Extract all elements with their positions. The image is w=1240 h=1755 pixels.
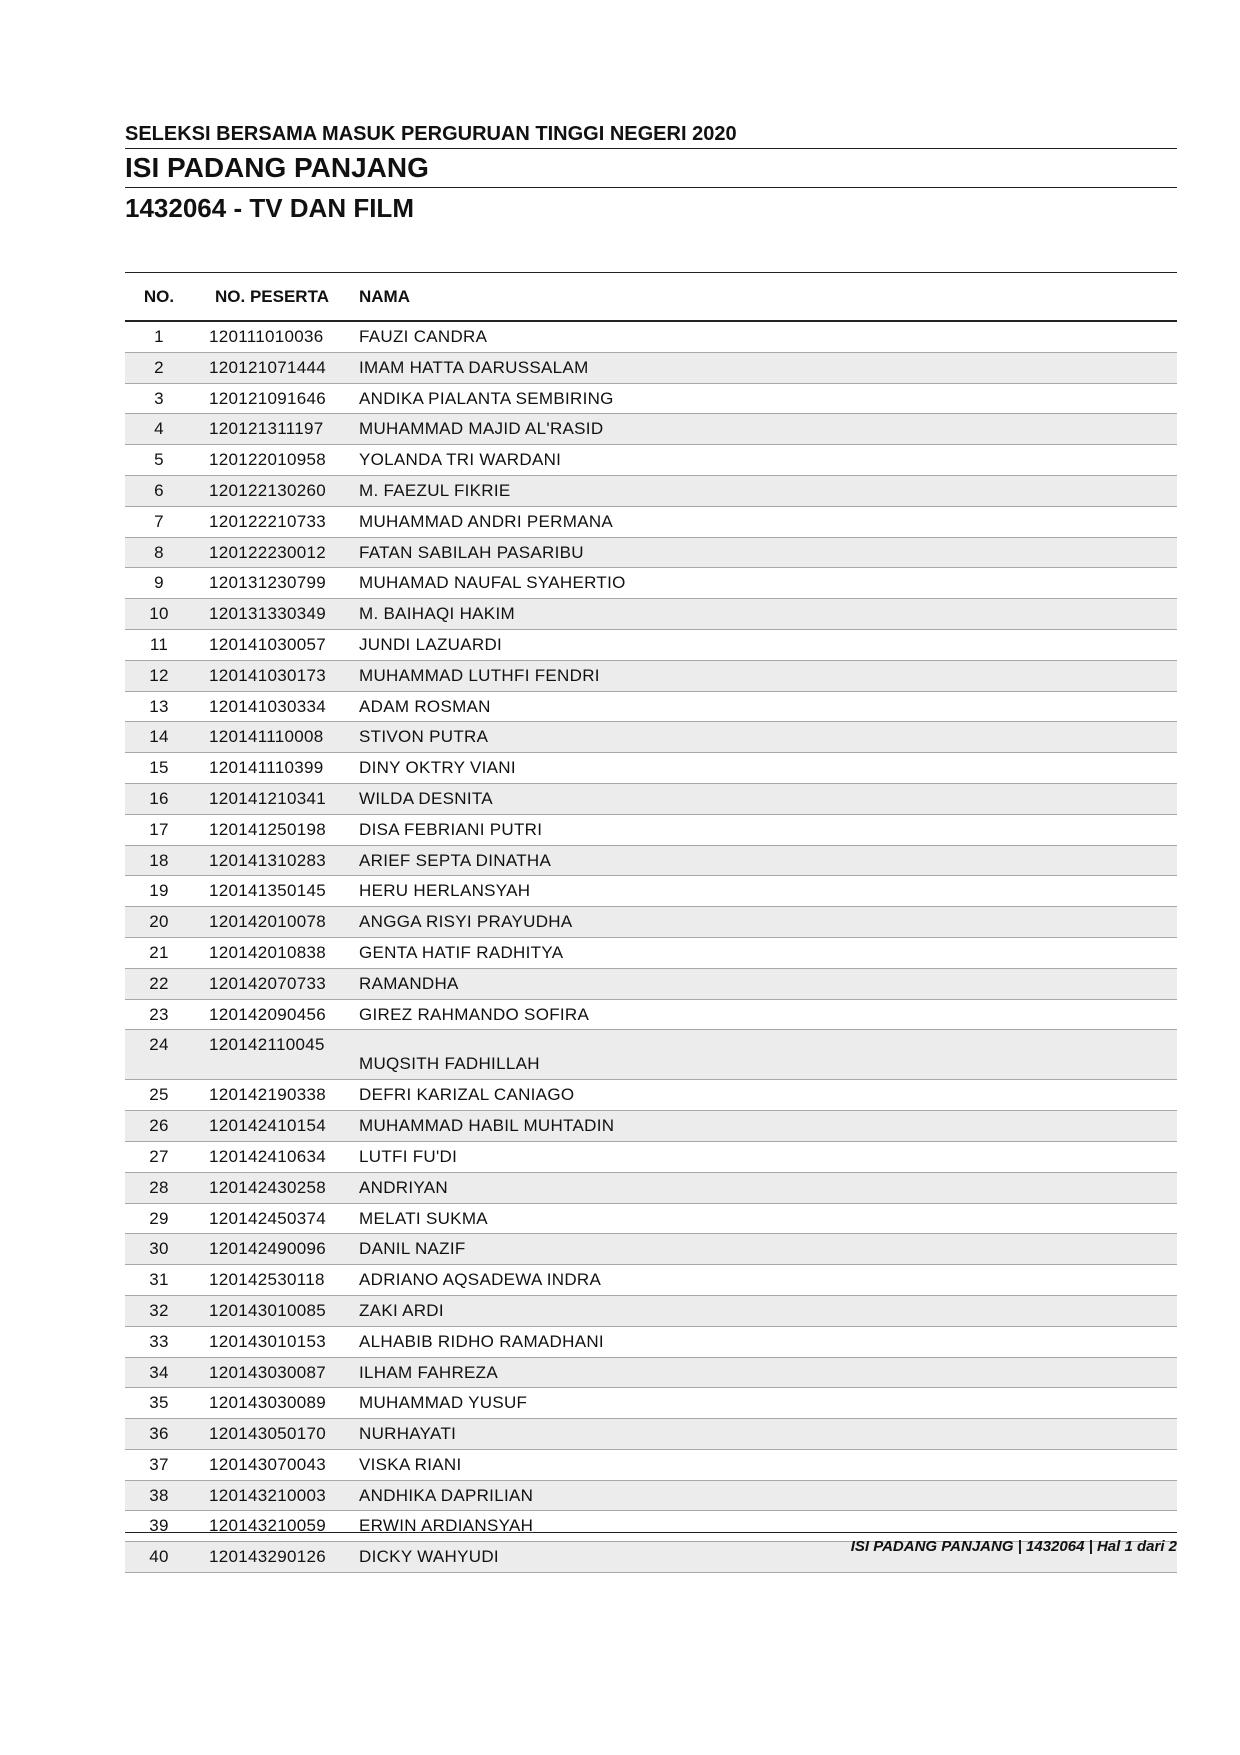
participant-number: 120142110045: [209, 1035, 325, 1055]
table-row: [125, 1296, 1177, 1327]
participant-name: ANDIKA PIALANTA SEMBIRING: [359, 388, 614, 408]
participant-name: MELATI SUKMA: [359, 1208, 488, 1228]
participant-number: 120143070043: [209, 1454, 327, 1474]
participant-name: GIREZ RAHMANDO SOFIRA: [359, 1004, 590, 1024]
participant-name: YOLANDA TRI WARDANI: [359, 450, 562, 470]
table-row: [125, 476, 1177, 507]
participant-number: 120141210341: [209, 788, 327, 808]
participant-name: MUHAMMAD YUSUF: [359, 1393, 528, 1413]
participant-number: 120121311197: [209, 419, 324, 439]
participant-name: MUHAMMAD HABIL MUHTADIN: [359, 1116, 615, 1136]
participant-number: 120141030057: [209, 634, 327, 654]
table-header: [125, 272, 1177, 322]
column-header-nama: NAMA: [359, 287, 410, 306]
participant-name: DINY OKTRY VIANI: [359, 758, 516, 778]
row-number: 32: [149, 1300, 169, 1320]
participant-number: 120142530118: [209, 1270, 325, 1290]
participant-name: MUQSITH FADHILLAH: [359, 1054, 540, 1074]
row-number: 18: [149, 850, 169, 870]
row-number: 7: [154, 511, 164, 531]
participant-name: LUTFI FU'DI: [359, 1146, 458, 1166]
participant-name: MUHAMMAD ANDRI PERMANA: [359, 511, 614, 531]
participant-number: 120142490096: [209, 1239, 327, 1259]
table-row: [125, 1419, 1177, 1450]
row-number: 1: [154, 327, 164, 346]
row-number: 40: [149, 1547, 169, 1567]
table-row: [125, 938, 1177, 969]
participant-name: VISKA RIANI: [359, 1454, 462, 1474]
table-row: [125, 1173, 1177, 1204]
participant-number: 120142450374: [209, 1208, 327, 1228]
participant-name: DICKY WAHYUDI: [359, 1547, 499, 1567]
table-row: [125, 692, 1177, 723]
row-number: 25: [149, 1085, 169, 1105]
table-row: [125, 1450, 1177, 1481]
participant-number: 120141030173: [209, 665, 327, 685]
row-number: 3: [154, 388, 164, 408]
participant-name: FATAN SABILAH PASARIBU: [359, 542, 584, 562]
table-row: [125, 1358, 1177, 1389]
participant-name: ANDHIKA DAPRILIAN: [359, 1485, 534, 1505]
table-row: [125, 753, 1177, 784]
participant-name: FAUZI CANDRA: [359, 327, 488, 346]
row-number: 24: [149, 1035, 169, 1055]
page-footer: ISI PADANG PANJANG | 1432064 | Hal 1 dari 2: [125, 1532, 1177, 1561]
table-body: [125, 322, 1177, 1573]
participant-number: 120142430258: [209, 1177, 327, 1197]
participant-name: M. BAIHAQI HAKIM: [359, 604, 515, 624]
table-row: [125, 1481, 1177, 1512]
row-number: 28: [149, 1177, 169, 1197]
row-number: 12: [149, 665, 169, 685]
participant-number: 120143050170: [209, 1424, 327, 1444]
participant-name: RAMANDHA: [359, 973, 459, 993]
row-number: 2: [154, 357, 164, 377]
participant-name: IMAM HATTA DARUSSALAM: [359, 357, 589, 377]
participant-name: ADRIANO AQSADEWA INDRA: [359, 1270, 602, 1290]
participant-number: 120141250198: [209, 819, 327, 839]
table-row: [125, 1388, 1177, 1419]
participant-name: STIVON PUTRA: [359, 727, 489, 747]
table-row: [125, 1111, 1177, 1142]
institution-title: ISI PADANG PANJANG: [125, 150, 1177, 188]
participant-name: GENTA HATIF RADHITYA: [359, 942, 564, 962]
participant-name: ERWIN ARDIANSYAH: [359, 1516, 534, 1536]
participant-number: 120122130260: [209, 480, 327, 500]
table-row: [125, 414, 1177, 445]
participant-number: 120111010036: [209, 327, 324, 346]
table-row: [125, 784, 1177, 815]
participant-number: 120143290126: [209, 1547, 327, 1567]
table-row: [125, 1265, 1177, 1296]
program-title: 1432064 - TV DAN FILM: [125, 193, 414, 223]
participant-number: 120143010153: [209, 1331, 327, 1351]
participant-name: ADAM ROSMAN: [359, 696, 491, 716]
table-row: [125, 876, 1177, 907]
row-number: 31: [149, 1270, 169, 1290]
table-row: [125, 661, 1177, 692]
row-number: 33: [149, 1331, 169, 1351]
participant-name: DISA FEBRIANI PUTRI: [359, 819, 543, 839]
participant-name: ANGGA RISYI PRAYUDHA: [359, 912, 573, 932]
participant-number: 120121091646: [209, 388, 327, 408]
participant-name: HERU HERLANSYAH: [359, 881, 531, 901]
row-number: 17: [149, 819, 169, 839]
participant-number: 120143210003: [209, 1485, 327, 1505]
row-number: 21: [149, 942, 169, 962]
row-number: 35: [149, 1393, 169, 1413]
participant-number: 120131230799: [209, 573, 327, 593]
participant-name: M. FAEZUL FIKRIE: [359, 480, 511, 500]
column-header-no: NO.: [143, 287, 175, 306]
row-number: 4: [154, 419, 164, 439]
column-header-peserta: NO. PESERTA: [215, 287, 329, 306]
participant-number: 120143030087: [209, 1362, 327, 1382]
table-row: [125, 538, 1177, 569]
participant-number: 120122010958: [209, 450, 327, 470]
row-number: 39: [149, 1516, 169, 1536]
table-row: [125, 1030, 1177, 1080]
table-row: [125, 384, 1177, 415]
participant-number: 120122230012: [209, 542, 327, 562]
participant-number: 120142010078: [209, 912, 327, 932]
row-number: 26: [149, 1116, 169, 1136]
participant-number: 120122210733: [209, 511, 327, 531]
participant-number: 120121071444: [209, 357, 327, 377]
row-number: 5: [154, 450, 164, 470]
row-number: 9: [154, 573, 164, 593]
row-number: 8: [154, 542, 164, 562]
row-number: 19: [149, 881, 169, 901]
table-row: [125, 630, 1177, 661]
row-number: 27: [149, 1146, 169, 1166]
table-row: [125, 815, 1177, 846]
participant-number: 120141110399: [209, 758, 324, 778]
table-row: [125, 507, 1177, 538]
row-number: 36: [149, 1424, 169, 1444]
participant-number: 120143210059: [209, 1516, 327, 1536]
participant-number: 120131330349: [209, 604, 327, 624]
row-number: 34: [149, 1362, 169, 1382]
table-row: [125, 445, 1177, 476]
participant-number: 120142410154: [209, 1116, 327, 1136]
table-row: [125, 1000, 1177, 1031]
row-number: 23: [149, 1004, 169, 1024]
participant-number: 120141030334: [209, 696, 327, 716]
row-number: 14: [149, 727, 169, 747]
participant-number: 120143010085: [209, 1300, 327, 1320]
participant-number: 120143030089: [209, 1393, 327, 1413]
participant-name: ALHABIB RIDHO RAMADHANI: [359, 1331, 604, 1351]
participant-name: MUHAMMAD MAJID AL'RASID: [359, 419, 604, 439]
row-number: 13: [149, 696, 169, 716]
participant-name: ZAKI ARDI: [359, 1300, 444, 1320]
table-row: [125, 322, 1177, 353]
participant-name: NURHAYATI: [359, 1424, 457, 1444]
participant-name: DEFRI KARIZAL CANIAGO: [359, 1085, 575, 1105]
participant-name: JUNDI LAZUARDI: [359, 634, 503, 654]
table-row: [125, 1327, 1177, 1358]
table-row: [125, 969, 1177, 1000]
table-row: [125, 846, 1177, 877]
row-number: 20: [149, 912, 169, 932]
table-row: [125, 1234, 1177, 1265]
row-number: 11: [149, 634, 169, 654]
participant-number: 120142010838: [209, 942, 327, 962]
row-number: 38: [149, 1485, 169, 1505]
row-number: 37: [149, 1454, 169, 1474]
participant-name: WILDA DESNITA: [359, 788, 493, 808]
table-row: [125, 1204, 1177, 1235]
row-number: 10: [149, 604, 169, 624]
exam-title: SELEKSI BERSAMA MASUK PERGURUAN TINGGI NEGERI 2020: [125, 120, 1177, 149]
row-number: 6: [154, 480, 164, 500]
participant-table: [125, 272, 1177, 1573]
participant-number: 120142190338: [209, 1085, 327, 1105]
table-row: [125, 568, 1177, 599]
participant-number: 120142070733: [209, 973, 327, 993]
participant-number: 120141310283: [209, 850, 327, 870]
participant-number: 120141350145: [209, 881, 327, 901]
table-row: [125, 907, 1177, 938]
table-row: [125, 599, 1177, 630]
table-row: [125, 1080, 1177, 1111]
participant-name: MUHAMAD NAUFAL SYAHERTIO: [359, 573, 626, 593]
table-row: [125, 722, 1177, 753]
participant-number: 120141110008: [209, 727, 324, 747]
row-number: 16: [149, 788, 169, 808]
participant-name: ILHAM FAHREZA: [359, 1362, 498, 1382]
row-number: 22: [149, 973, 169, 993]
participant-number: 120142090456: [209, 1004, 327, 1024]
row-number: 30: [149, 1239, 169, 1259]
participant-name: MUHAMMAD LUTHFI FENDRI: [359, 665, 600, 685]
participant-number: 120142410634: [209, 1146, 327, 1166]
table-row: [125, 1142, 1177, 1173]
participant-name: DANIL NAZIF: [359, 1239, 466, 1259]
table-row: [125, 353, 1177, 384]
participant-name: ANDRIYAN: [359, 1177, 448, 1197]
row-number: 29: [149, 1208, 169, 1228]
participant-name: ARIEF SEPTA DINATHA: [359, 850, 552, 870]
row-number: 15: [149, 758, 169, 778]
